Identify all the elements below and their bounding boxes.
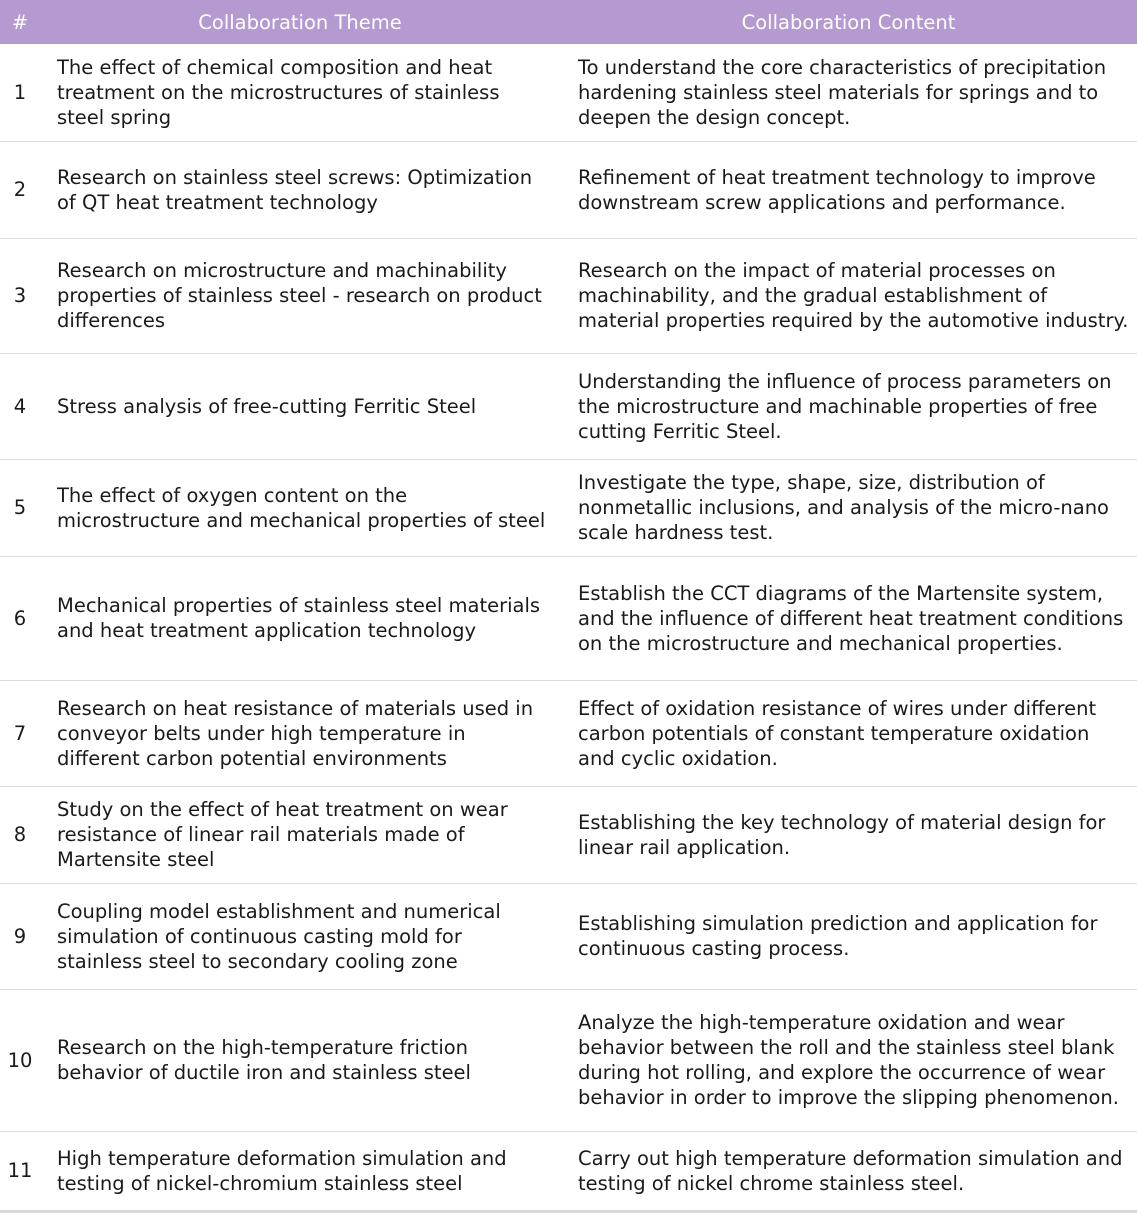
- row-theme: Research on the high-temperature friction behavior of ductile iron and stainless steel: [40, 989, 560, 1131]
- table-row: [0, 353, 1137, 459]
- table-header: [0, 0, 1137, 44]
- table-row: [0, 883, 1137, 989]
- table-row: [0, 459, 1137, 556]
- table-row: [0, 786, 1137, 883]
- row-number: 5: [0, 459, 40, 556]
- row-theme: Research on stainless steel screws: Optimization of QT heat treatment technology: [40, 141, 560, 238]
- row-content: Establishing the key technology of material design for linear rail application.: [560, 786, 1137, 883]
- table-body: [0, 44, 1137, 1211]
- row-content: To understand the core characteristics of precipitation hardening stainless steel materials for springs and to deepen the design concept.: [560, 44, 1137, 141]
- row-theme: Study on the effect of heat treatment on wear resistance of linear rail materials made of Martensite steel: [40, 786, 560, 883]
- row-number: 2: [0, 141, 40, 238]
- header-number: #: [0, 0, 40, 44]
- table-row: [0, 680, 1137, 786]
- row-theme: Coupling model establishment and numerical simulation of continuous casting mold for stainless steel to secondary cooling zone: [40, 883, 560, 989]
- row-content: Carry out high temperature deformation simulation and testing of nickel chrome stainless steel.: [560, 1131, 1137, 1211]
- row-content: Understanding the influence of process parameters on the microstructure and machinable properties of free cutting Ferritic Steel.: [560, 353, 1137, 459]
- row-number: 1: [0, 44, 40, 141]
- row-theme: High temperature deformation simulation and testing of nickel-chromium stainless steel: [40, 1131, 560, 1211]
- row-theme: Stress analysis of free-cutting Ferritic Steel: [40, 353, 560, 459]
- row-number: 4: [0, 353, 40, 459]
- header-row: [0, 0, 1137, 44]
- row-theme: Research on heat resistance of materials used in conveyor belts under high temperature in different carbon potential environments: [40, 680, 560, 786]
- row-content: Investigate the type, shape, size, distribution of nonmetallic inclusions, and analysis of the micro-nano scale hardness test.: [560, 459, 1137, 556]
- row-content: Research on the impact of material processes on machinability, and the gradual establishment of material properties required by the automotive industry.: [560, 238, 1137, 353]
- header-content: Collaboration Content: [560, 0, 1137, 44]
- table-row: [0, 141, 1137, 238]
- row-number: 9: [0, 883, 40, 989]
- row-number: 7: [0, 680, 40, 786]
- table-row: [0, 556, 1137, 680]
- row-number: 11: [0, 1131, 40, 1211]
- row-number: 6: [0, 556, 40, 680]
- row-content: Establishing simulation prediction and application for continuous casting process.: [560, 883, 1137, 989]
- row-theme: Research on microstructure and machinability properties of stainless steel - research on product differences: [40, 238, 560, 353]
- row-number: 10: [0, 989, 40, 1131]
- table-row: [0, 44, 1137, 141]
- row-number: 8: [0, 786, 40, 883]
- table-row: [0, 1131, 1137, 1211]
- row-content: Establish the CCT diagrams of the Martensite system, and the influence of different heat treatment conditions on the microstructure and mechanical properties.: [560, 556, 1137, 680]
- row-theme: Mechanical properties of stainless steel materials and heat treatment application technology: [40, 556, 560, 680]
- header-theme: Collaboration Theme: [40, 0, 560, 44]
- row-number: 3: [0, 238, 40, 353]
- table-row: [0, 238, 1137, 353]
- table-row: [0, 989, 1137, 1131]
- row-content: Analyze the high-temperature oxidation and wear behavior between the roll and the stainless steel blank during hot rolling, and explore the occurrence of wear behavior in order to improve the slipping phenomenon.: [560, 989, 1137, 1131]
- row-content: Refinement of heat treatment technology to improve downstream screw applications and performance.: [560, 141, 1137, 238]
- row-theme: The effect of chemical composition and heat treatment on the microstructures of stainless steel spring: [40, 44, 560, 141]
- row-content: Effect of oxidation resistance of wires under different carbon potentials of constant temperature oxidation and cyclic oxidation.: [560, 680, 1137, 786]
- row-theme: The effect of oxygen content on the microstructure and mechanical properties of steel: [40, 459, 560, 556]
